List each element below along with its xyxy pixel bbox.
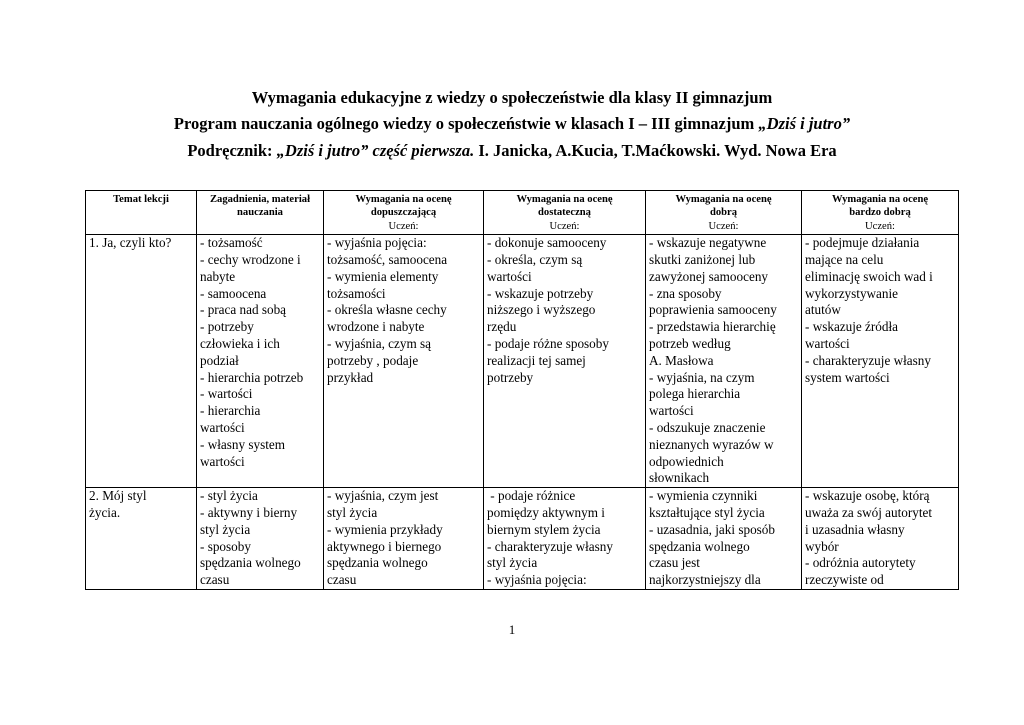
program-text: Program nauczania ogólnego wiedzy o społeczeństwie w klasach I – III gimnazjum xyxy=(173,114,755,133)
table-row xyxy=(86,488,959,590)
cell-text-line: A. Masłowa xyxy=(649,352,714,368)
cell-text-line: potrzeby xyxy=(487,369,534,385)
textbook-prefix: Podręcznik: xyxy=(187,141,277,160)
page-number: 1 xyxy=(508,622,516,637)
cell-text-line: - zna sposoby xyxy=(649,285,722,301)
cell-text-line: 1. Ja, czyli kto? xyxy=(89,235,172,251)
column-header-sub: Uczeń: xyxy=(708,220,739,232)
cell-text-line: wartości xyxy=(200,419,245,435)
column-header-label: Wymagania na ocenę xyxy=(516,194,613,205)
column-header-label: nauczania xyxy=(237,207,283,219)
cell-text-line: - wyjaśnia pojęcia: xyxy=(327,235,427,251)
column-header xyxy=(86,191,197,235)
cell-text-line: potrzeby , podaje xyxy=(327,352,419,368)
cell-text-line: - podaje różnice xyxy=(487,488,576,504)
cell-text-line: rzędu xyxy=(487,319,517,335)
table-row xyxy=(86,235,959,488)
table-cell xyxy=(86,235,197,488)
cell-text-line: biernym stylem życia xyxy=(487,521,601,537)
column-header-label: dopuszczającą xyxy=(370,207,437,219)
cell-text-line: - podaje różne sposoby xyxy=(487,336,609,351)
cell-text-line: tożsamości xyxy=(327,285,386,301)
cell-text-line: wartości xyxy=(200,453,245,469)
cell-text-line: styl życia xyxy=(200,521,251,537)
cell-text-line: uważa za swój autorytet xyxy=(805,504,933,520)
cell-text-line: - podejmuje działania xyxy=(805,235,920,251)
cell-text-line: - wyjaśnia, czym jest xyxy=(327,488,439,504)
cell-text-line: system wartości xyxy=(805,369,890,385)
table-cell xyxy=(802,235,959,488)
cell-text-line: - odszukuje znaczenie xyxy=(649,419,766,435)
cell-text-line: - tożsamość xyxy=(200,235,263,251)
cell-text-line: skutki zaniżonej lub xyxy=(649,252,756,268)
cell-text-line: i uzasadnia własny xyxy=(805,521,905,537)
column-header xyxy=(484,191,646,235)
column-header xyxy=(802,191,959,235)
cell-text-line: - własny system xyxy=(200,436,285,452)
column-header-label: Wymagania na ocenę xyxy=(355,194,452,205)
cell-text-line: podział xyxy=(200,352,239,368)
cell-text-line: - wymienia przykłady xyxy=(327,521,443,537)
cell-text-line: słownikach xyxy=(649,470,710,486)
column-header-label: Wymagania na ocenę xyxy=(831,194,929,205)
textbook-line xyxy=(0,141,1024,161)
column-header-label: dobrą xyxy=(709,207,738,219)
cell-text-line: - sposoby xyxy=(200,538,251,554)
cell-text-line: poprawienia samooceny xyxy=(649,302,777,318)
cell-text-line: zawyżonej samooceny xyxy=(649,268,769,284)
textbook-authors: I. Janicka, A.Kucia, T.Maćkowski. Wyd. Nowa Era xyxy=(474,141,837,160)
column-header xyxy=(324,191,484,235)
cell-text-line: wartości xyxy=(487,268,532,284)
cell-text-line: wartości xyxy=(805,336,850,351)
cell-text-line: nabyte xyxy=(200,268,236,284)
program-line xyxy=(0,114,1024,134)
table-cell xyxy=(324,488,484,590)
cell-text-line: - odróżnia autorytety xyxy=(805,555,916,571)
cell-text-line: styl życia xyxy=(327,504,378,520)
cell-text-line: 2. Mój styl xyxy=(89,488,147,504)
cell-text-line: czasu xyxy=(327,572,357,588)
table-cell xyxy=(197,235,324,488)
cell-text-line: rzeczywiste od xyxy=(805,572,884,588)
column-header-label: Temat lekcji xyxy=(113,194,169,205)
table-header-row xyxy=(86,191,959,235)
table-cell xyxy=(802,488,959,590)
cell-text-line: - hierarchia potrzeb xyxy=(200,369,304,385)
cell-text-line: odpowiednich xyxy=(649,453,724,469)
column-header-label: dostateczną xyxy=(538,207,591,219)
cell-text-line: styl życia xyxy=(487,555,538,571)
cell-text-line: - charakteryzuje własny xyxy=(805,352,931,368)
column-header-label: Wymagania na ocenę xyxy=(675,194,772,205)
cell-text-line: nieznanych wyrazów w xyxy=(649,436,774,452)
cell-text-line: - określa, czym są xyxy=(487,252,583,268)
cell-text-line: - praca nad sobą xyxy=(200,302,287,318)
table-cell xyxy=(86,488,197,590)
cell-text-line: spędzania wolnego xyxy=(200,555,301,571)
cell-text-line: realizacji tej samej xyxy=(487,352,586,368)
table-cell xyxy=(324,235,484,488)
cell-text-line: - określa własne cechy xyxy=(327,302,447,318)
cell-text-line: kształtujące styl życia xyxy=(649,504,765,520)
textbook-title-italic: „Dziś i jutro” część pierwsza. xyxy=(276,141,475,160)
cell-text-line: - charakteryzuje własny xyxy=(487,538,613,554)
cell-text-line: życia. xyxy=(89,504,121,520)
cell-text-line: - cechy wrodzone i xyxy=(200,252,301,268)
cell-text-line: - wyjaśnia, na czym xyxy=(649,369,755,385)
requirements-table xyxy=(85,190,959,590)
cell-text-line: tożsamość, samoocena xyxy=(327,252,448,268)
cell-text-line: czasu xyxy=(200,572,230,588)
cell-text-line: - wymienia czynniki xyxy=(649,488,758,504)
column-header-sub: Uczeń: xyxy=(388,220,419,232)
column-header-sub: Uczeń: xyxy=(549,220,580,232)
column-header xyxy=(646,191,802,235)
cell-text-line: - wartości xyxy=(200,386,253,402)
table-cell xyxy=(484,488,646,590)
program-title-italic: „Dziś i jutro” xyxy=(758,114,851,133)
cell-text-line: atutów xyxy=(805,302,841,318)
cell-text-line: - potrzeby xyxy=(200,319,254,335)
table-cell xyxy=(484,235,646,488)
cell-text-line: wartości xyxy=(649,403,694,419)
column-header-label: Zagadnienia, materiał xyxy=(209,194,311,205)
cell-text-line: pomiędzy aktywnym i xyxy=(487,504,605,520)
cell-text-line: - wymienia elementy xyxy=(327,268,439,284)
cell-text-line: aktywnego i biernego xyxy=(327,538,442,554)
cell-text-line: - wskazuje negatywne xyxy=(649,235,767,251)
cell-text-line: - samoocena xyxy=(200,285,267,301)
cell-text-line: - przedstawia hierarchię xyxy=(649,319,776,335)
cell-text-line: - wyjaśnia pojęcia: xyxy=(487,572,587,588)
cell-text-line: mające na celu xyxy=(805,252,884,268)
cell-text-line: polega hierarchia xyxy=(649,386,741,402)
column-header-sub: Uczeń: xyxy=(865,220,895,232)
cell-text-line: - uzasadnia, jaki sposób xyxy=(649,521,775,537)
cell-text-line: - wyjaśnia, czym są xyxy=(327,336,431,351)
table-cell xyxy=(646,235,802,488)
table-cell xyxy=(197,488,324,590)
cell-text-line: - styl życia xyxy=(200,488,258,504)
cell-text-line: niższego i wyższego xyxy=(487,302,596,318)
cell-text-line: - wskazuje źródła xyxy=(805,319,899,335)
cell-text-line: - dokonuje samooceny xyxy=(487,235,607,251)
cell-text-line: potrzeb według xyxy=(649,336,731,351)
cell-text-line: najkorzystniejszy dla xyxy=(649,572,761,588)
document-title: Wymagania edukacyjne z wiedzy o społeczeństwie dla klasy II gimnazjum xyxy=(251,88,773,107)
cell-text-line: wykorzystywanie xyxy=(805,285,899,301)
cell-text-line: - wskazuje potrzeby xyxy=(487,285,594,301)
cell-text-line: - wskazuje osobę, którą xyxy=(805,488,930,504)
table-body xyxy=(86,235,959,590)
cell-text-line: spędzania wolnego xyxy=(327,555,428,571)
cell-text-line: czasu jest xyxy=(649,555,700,571)
cell-text-line: eliminację swoich wad i xyxy=(805,268,933,284)
cell-text-line: wybór xyxy=(805,538,839,554)
cell-text-line: - aktywny i bierny xyxy=(200,504,298,520)
cell-text-line: przykład xyxy=(327,369,374,385)
table-cell xyxy=(646,488,802,590)
column-header xyxy=(197,191,324,235)
cell-text-line: - hierarchia xyxy=(200,403,261,419)
cell-text-line: człowieka i ich xyxy=(200,336,280,351)
cell-text-line: spędzania wolnego xyxy=(649,538,750,554)
cell-text-line: wrodzone i nabyte xyxy=(327,319,425,335)
column-header-label: bardzo dobrą xyxy=(849,207,911,219)
